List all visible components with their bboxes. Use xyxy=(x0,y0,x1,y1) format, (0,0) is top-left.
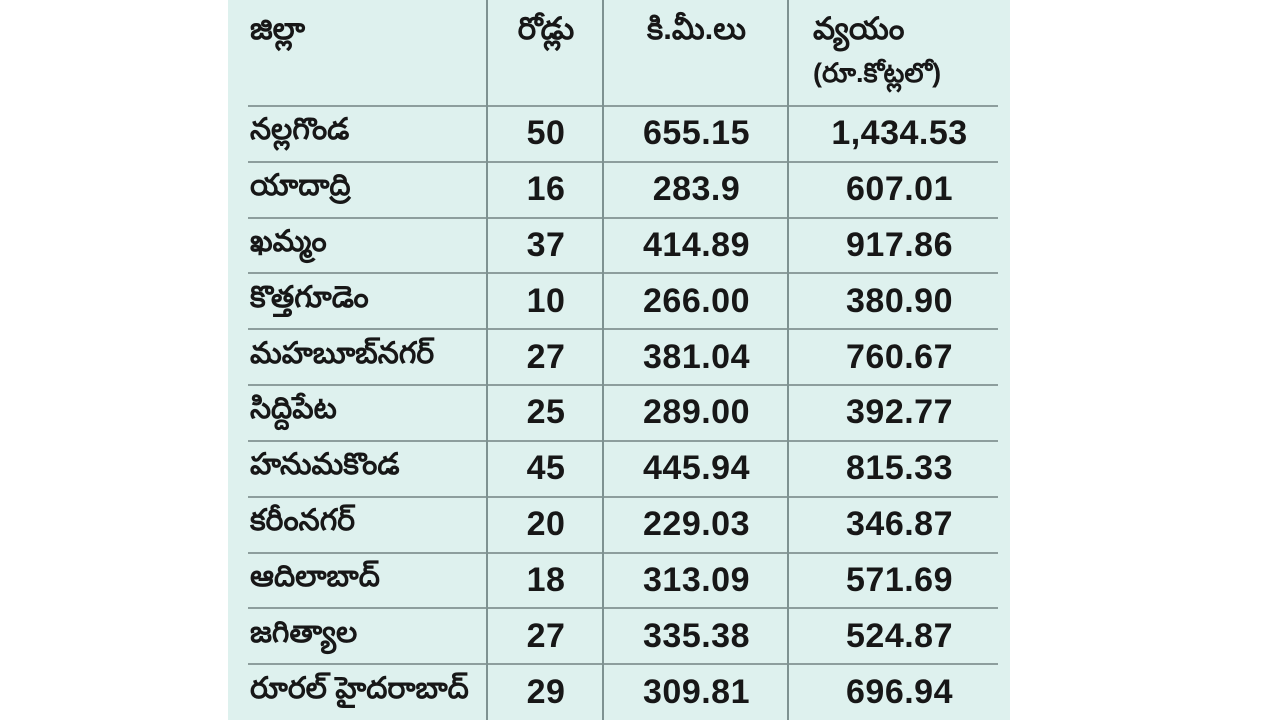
roads-cell: 16 xyxy=(526,170,566,209)
header-km xyxy=(604,0,789,106)
km-cell: 229.03 xyxy=(643,505,750,544)
district-cell: కరీంనగర్ xyxy=(250,504,355,538)
table-row xyxy=(228,106,1010,162)
table-row xyxy=(228,608,1010,664)
table-row xyxy=(228,218,1010,274)
district-cell: ఆదిలాబాద్ xyxy=(250,559,380,593)
expenditure-cell: 1,434.53 xyxy=(831,114,968,153)
expenditure-cell: 607.01 xyxy=(846,170,953,209)
expenditure-cell: 696.94 xyxy=(846,672,953,711)
km-cell: 414.89 xyxy=(643,226,750,265)
header-roads xyxy=(488,0,604,106)
km-cell: 381.04 xyxy=(643,337,750,376)
roads-cell: 29 xyxy=(526,672,566,711)
header-km-label: కి.మీ.లు xyxy=(647,11,746,46)
roads-cell: 10 xyxy=(526,281,566,320)
expenditure-cell: 760.67 xyxy=(846,337,953,376)
table-row xyxy=(228,553,1010,609)
header-district xyxy=(228,0,488,106)
table-header-row xyxy=(228,0,1010,106)
km-cell: 283.9 xyxy=(652,170,741,209)
table-row xyxy=(228,664,1010,720)
header-expenditure-unit: (రూ.కోట్లలో) xyxy=(813,57,942,88)
column-divider-3 xyxy=(787,0,789,720)
table-row xyxy=(228,497,1010,553)
header-roads-label: రోడ్లు xyxy=(517,11,575,46)
roads-cell: 20 xyxy=(526,505,566,544)
km-cell: 335.38 xyxy=(643,616,750,655)
expenditure-cell: 917.86 xyxy=(846,226,953,265)
table-row xyxy=(228,441,1010,497)
column-divider-2 xyxy=(602,0,604,720)
district-cell: జగిత్యాల xyxy=(250,615,358,649)
roads-cell: 50 xyxy=(526,114,566,153)
km-cell: 266.00 xyxy=(643,281,750,320)
table-row xyxy=(228,273,1010,329)
districts-roads-table xyxy=(228,0,1010,720)
district-cell: మహబూబ్‌నగర్ xyxy=(250,336,435,370)
expenditure-cell: 815.33 xyxy=(846,449,953,488)
expenditure-cell: 571.69 xyxy=(846,560,953,599)
roads-cell: 27 xyxy=(526,616,566,655)
header-district-label: జిల్లా xyxy=(250,11,306,46)
district-cell: హనుమకొండ xyxy=(250,448,400,482)
district-cell: యాదాద్రి xyxy=(250,169,351,203)
roads-cell: 18 xyxy=(526,560,566,599)
table-row xyxy=(228,385,1010,441)
header-expenditure-label: వ్యయం xyxy=(813,11,905,46)
km-cell: 445.94 xyxy=(643,449,750,488)
district-cell: ఖమ్మం xyxy=(250,225,327,259)
district-cell: కొత్తగూడెం xyxy=(250,280,369,314)
district-cell: నల్లగొండ xyxy=(250,113,350,147)
expenditure-cell: 380.90 xyxy=(846,281,953,320)
km-cell: 313.09 xyxy=(643,560,750,599)
km-cell: 309.81 xyxy=(643,672,750,711)
district-cell: సిద్దిపేట xyxy=(250,392,337,426)
column-divider-1 xyxy=(486,0,488,720)
table-grid xyxy=(228,0,1010,720)
expenditure-cell: 524.87 xyxy=(846,616,953,655)
roads-cell: 37 xyxy=(526,226,566,265)
expenditure-cell: 392.77 xyxy=(846,393,953,432)
roads-cell: 27 xyxy=(526,337,566,376)
km-cell: 655.15 xyxy=(643,114,750,153)
km-cell: 289.00 xyxy=(643,393,750,432)
table-row xyxy=(228,162,1010,218)
district-cell: రూరల్ హైదరాబాద్ xyxy=(250,671,469,705)
table-row xyxy=(228,329,1010,385)
roads-cell: 25 xyxy=(526,393,566,432)
roads-cell: 45 xyxy=(526,449,566,488)
expenditure-cell: 346.87 xyxy=(846,505,953,544)
header-expenditure xyxy=(789,0,1010,106)
